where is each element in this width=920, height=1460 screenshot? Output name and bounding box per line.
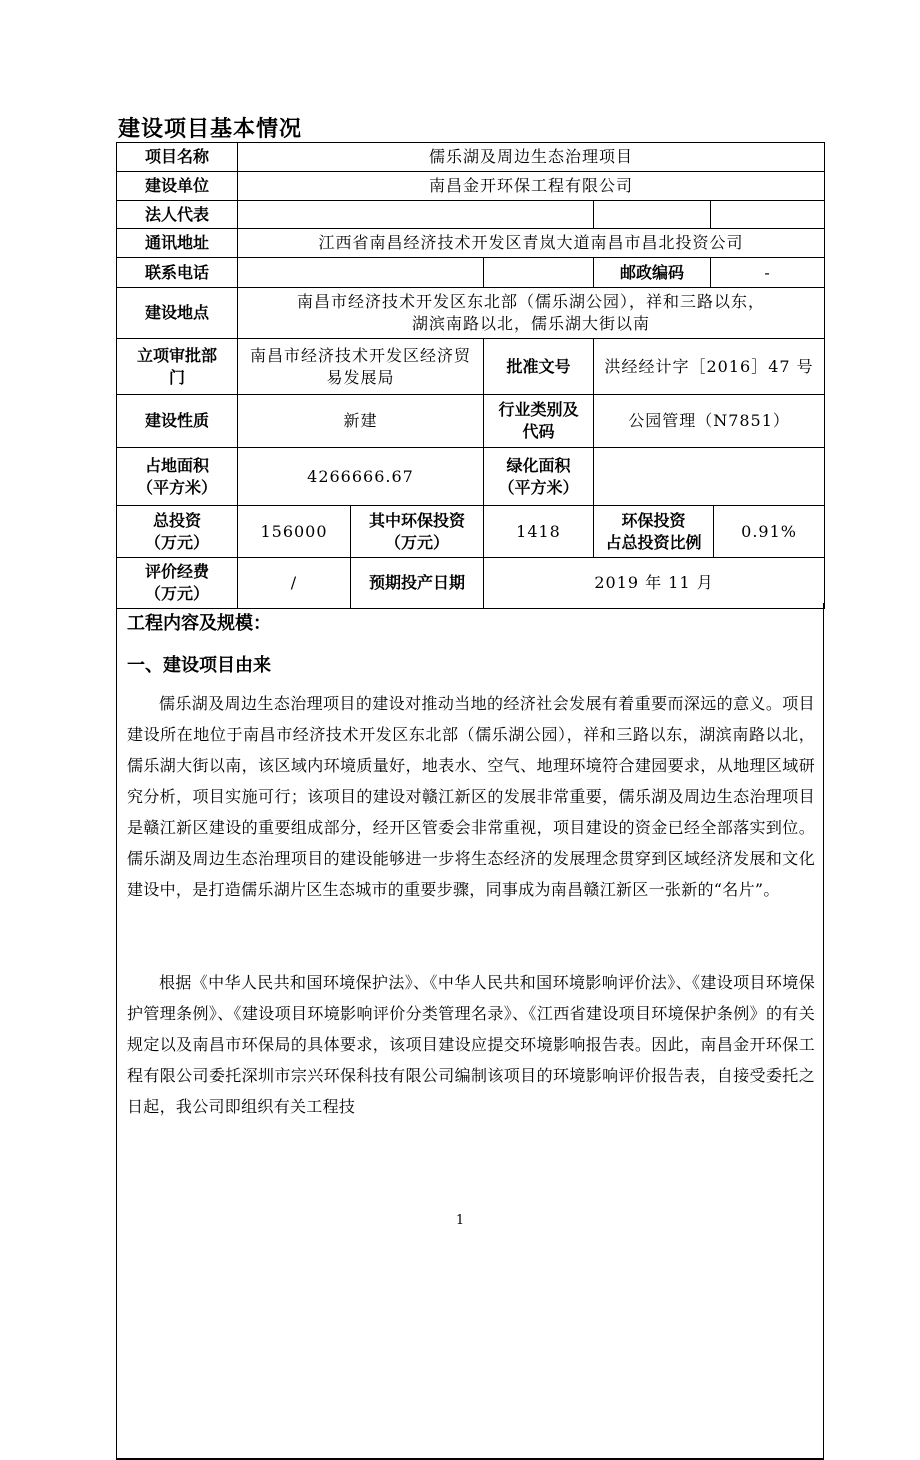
legal-rep-label: 法人代表 bbox=[117, 201, 238, 229]
project-name-label: 项目名称 bbox=[117, 143, 238, 172]
builder-value: 南昌金开环保工程有限公司 bbox=[238, 172, 825, 201]
green-area-label bbox=[484, 448, 594, 506]
postcode-label: 邮政编码 bbox=[594, 258, 711, 288]
table-row bbox=[117, 448, 825, 506]
area-value: 4266666.67 bbox=[238, 448, 484, 506]
table-row bbox=[117, 143, 825, 172]
legal-rep-cell bbox=[594, 201, 711, 229]
area-label-line: （平方米） bbox=[136, 477, 217, 497]
postcode-value: - bbox=[711, 258, 825, 288]
table-row bbox=[117, 395, 825, 448]
total-investment-value: 156000 bbox=[238, 506, 351, 558]
green-label-line: 绿化面积 bbox=[506, 455, 571, 475]
env-ratio-label bbox=[594, 506, 714, 558]
approval-dept-value: 南昌市经济技术开发区经济贸易发展局 bbox=[238, 339, 484, 395]
ratio-label-line: 环保投资 bbox=[621, 510, 686, 530]
green-area-value bbox=[594, 448, 825, 506]
ratio-label-line: 占总投资比例 bbox=[605, 532, 702, 552]
total-inv-label-line: 总投资 bbox=[152, 510, 201, 530]
nature-value: 新建 bbox=[238, 395, 484, 448]
content-heading: 工程内容及规模： bbox=[127, 613, 271, 634]
phone-label: 联系电话 bbox=[117, 258, 238, 288]
table-row bbox=[117, 339, 825, 395]
area-label-line: 占地面积 bbox=[144, 455, 209, 475]
location-line: 南昌市经济技术开发区东北部（儒乐湖公园），祥和三路以东， bbox=[297, 292, 766, 311]
address-label: 通讯地址 bbox=[117, 229, 238, 258]
builder-label: 建设单位 bbox=[117, 172, 238, 201]
approval-dept-label: 立项审批部门 bbox=[117, 339, 238, 395]
nature-label: 建设性质 bbox=[117, 395, 238, 448]
page-title: 建设项目基本情况 bbox=[118, 117, 303, 142]
address-value: 江西省南昌经济技术开发区青岚大道南昌市昌北投资公司 bbox=[238, 229, 825, 258]
green-label-line: （平方米） bbox=[498, 477, 579, 497]
total-investment-label bbox=[117, 506, 238, 558]
location-line: 湖滨南路以北，儒乐湖大街以南 bbox=[412, 314, 651, 333]
location-label: 建设地点 bbox=[117, 288, 238, 339]
table-row bbox=[117, 258, 825, 288]
approval-no-label: 批准文号 bbox=[484, 339, 594, 395]
table-row bbox=[117, 506, 825, 558]
industry-label: 行业类别及代码 bbox=[484, 395, 594, 448]
phone-cell bbox=[484, 258, 594, 288]
env-investment-label bbox=[351, 506, 484, 558]
env-ratio-value: 0.91% bbox=[714, 506, 825, 558]
legal-rep-cell bbox=[711, 201, 825, 229]
total-inv-label-line: （万元） bbox=[144, 532, 209, 552]
table-row bbox=[117, 558, 825, 609]
area-label bbox=[117, 448, 238, 506]
env-inv-label-line: 其中环保投资 bbox=[368, 510, 465, 530]
env-investment-value: 1418 bbox=[484, 506, 594, 558]
phone-value bbox=[238, 258, 484, 288]
approval-no-value: 洪经经计字［2016］47 号 bbox=[594, 339, 825, 395]
paragraph-basis: 根据《中华人民共和国环境保护法》、《中华人民共和国环境影响评价法》、《建设项目环境保护管理条例》、《建设项目环境影响评价分类管理名录》、《江西省建设项目环境保护条例》的有关规定以及南昌市环保局的具体要求，该项目建设应提交环境影响报告表。因此，南昌金开环保工程有限公司委托深圳市宗兴环保科技有限公司编制该项目的环境影响评价报告表，自接受委托之日起，我公司即组织有关工程技 bbox=[127, 973, 815, 1116]
section-title: 一、建设项目由来 bbox=[127, 655, 271, 676]
eval-fee-value: / bbox=[238, 558, 351, 609]
project-info-table bbox=[116, 142, 825, 609]
table-row bbox=[117, 201, 825, 229]
project-content-section bbox=[116, 603, 824, 1460]
table-row bbox=[117, 172, 825, 201]
page-number: 1 bbox=[455, 1213, 465, 1228]
production-date-value: 2019 年 11 月 bbox=[484, 558, 825, 609]
legal-rep-value bbox=[238, 201, 594, 229]
table-row bbox=[117, 229, 825, 258]
eval-fee-label-line: （万元） bbox=[144, 584, 209, 603]
production-date-label: 预期投产日期 bbox=[351, 558, 484, 609]
location-value bbox=[238, 288, 825, 339]
project-name-value: 儒乐湖及周边生态治理项目 bbox=[238, 143, 825, 172]
paragraph-origin: 儒乐湖及周边生态治理项目的建设对推动当地的经济社会发展有着重要而深远的意义。项目建设所在地位于南昌市经济技术开发区东北部（儒乐湖公园），祥和三路以东，湖滨南路以北，儒乐湖大街以南，该区域内环境质量好，地表水、空气、地理环境符合建园要求，从地理区域研究分析，项目实施可行；该项目的建设对赣江新区的发展非常重要，儒乐湖及周边生态治理项目是赣江新区建设的重要组成部分，经开区管委会非常重视，项目建设的资金已经全部落实到位。儒乐湖及周边生态治理项目的建设能够进一步将生态经济的发展理念贯穿到区域经济发展和文化建设中，是打造儒乐湖片区生态城市的重要步骤，同事成为南昌赣江新区一张新的“名片”。 bbox=[127, 694, 815, 899]
eval-fee-label bbox=[117, 558, 238, 609]
table-row bbox=[117, 288, 825, 339]
eval-fee-label-line: 评价经费 bbox=[144, 562, 209, 581]
env-inv-label-line: （万元） bbox=[384, 532, 449, 552]
industry-value: 公园管理（N7851） bbox=[594, 395, 825, 448]
